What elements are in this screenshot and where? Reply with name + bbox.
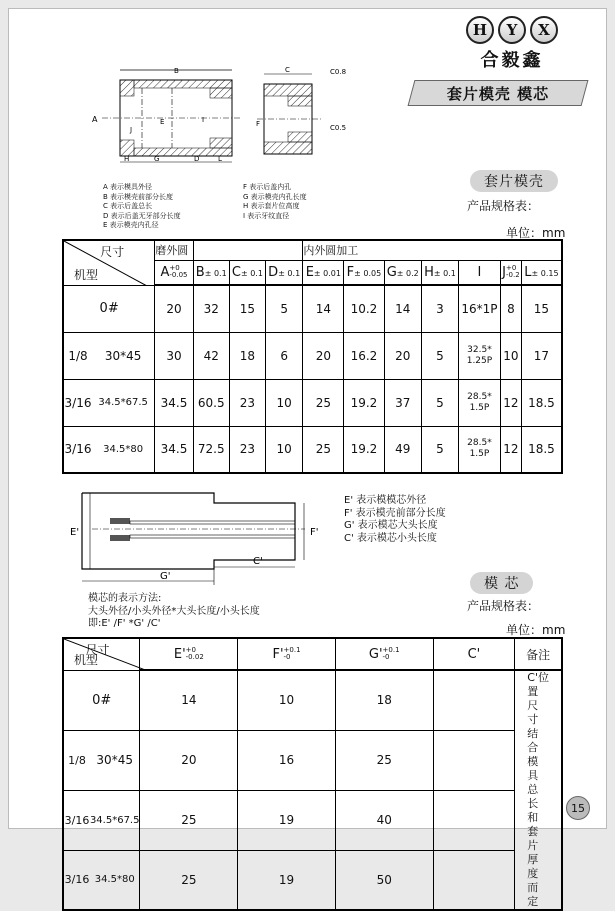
legend-item: E 表示模壳内孔径 bbox=[103, 221, 159, 230]
model-dims-cell: 34.5*67.5 bbox=[90, 790, 140, 850]
logo-letter: X bbox=[530, 16, 558, 44]
column-header: A +0 -0.05 bbox=[155, 260, 193, 285]
column-header: B± 0.1 bbox=[193, 260, 229, 285]
table-row bbox=[63, 285, 562, 332]
shell-spec-table bbox=[62, 239, 563, 474]
model-size-cell: 3/16 bbox=[63, 790, 90, 850]
legend-item: I 表示牙纹直径 bbox=[243, 211, 290, 220]
value-cell: 20 bbox=[303, 332, 344, 379]
corner-top-label: 尺寸 bbox=[85, 643, 110, 657]
column-header: H± 0.1 bbox=[421, 260, 458, 285]
spec-label: 产品规格表： bbox=[467, 599, 540, 613]
dim-g-label: G bbox=[154, 155, 160, 163]
unit-label: 单位：mm bbox=[506, 623, 566, 637]
value-cell bbox=[433, 730, 515, 790]
value-cell: 25 bbox=[140, 790, 238, 850]
value-cell: 10 bbox=[238, 670, 336, 730]
legend-item: B 表示模壳前部分长度 bbox=[103, 192, 174, 201]
value-cell: 16.2 bbox=[344, 332, 384, 379]
model-size-cell: 1/8 bbox=[63, 332, 92, 379]
core-legend bbox=[344, 495, 446, 545]
value-cell: 10 bbox=[266, 379, 303, 426]
core-spec-table bbox=[62, 637, 563, 911]
shell-legend-left bbox=[103, 183, 181, 231]
value-cell: 20 bbox=[384, 332, 421, 379]
value-cell: 12 bbox=[500, 379, 521, 426]
chamfer-05-label: C0.5 bbox=[330, 124, 347, 132]
value-cell bbox=[433, 850, 515, 910]
value-cell: 14 bbox=[140, 670, 238, 730]
model-dims-cell: 34.5*67.5 bbox=[92, 379, 155, 426]
value-cell: 14 bbox=[303, 285, 344, 332]
logo-letter: Y bbox=[498, 16, 526, 44]
dim-l-label: L bbox=[218, 155, 222, 163]
dim-b-label: B bbox=[174, 67, 179, 75]
value-cell: 10 bbox=[500, 332, 521, 379]
value-cell: 16*1P bbox=[458, 285, 500, 332]
value-cell: 25 bbox=[140, 850, 238, 910]
value-cell: 30 bbox=[155, 332, 193, 379]
value-cell: 10 bbox=[266, 426, 303, 473]
value-cell: 18 bbox=[229, 332, 265, 379]
value-cell: 37 bbox=[384, 379, 421, 426]
model-size-cell: 3/16 bbox=[63, 379, 92, 426]
value-cell: 23 bbox=[229, 426, 265, 473]
value-cell: 19 bbox=[238, 790, 336, 850]
method-line: 即:E' /F' *G' /C' bbox=[88, 618, 161, 629]
legend-item: F 表示后盖内孔 bbox=[243, 183, 292, 191]
legend-item: H 表示套片位高度 bbox=[243, 202, 300, 211]
corner-bottom-label: 机型 bbox=[74, 267, 99, 282]
model-cell: 0# bbox=[63, 285, 155, 332]
value-cell: 34.5 bbox=[155, 426, 193, 473]
legend-item: G 表示模壳内孔长度 bbox=[243, 192, 307, 201]
logo-letter: H bbox=[466, 16, 494, 44]
value-cell: 25 bbox=[303, 426, 344, 473]
legend-item: C' 表示模芯小头长度 bbox=[344, 532, 437, 544]
value-cell: 19 bbox=[238, 850, 336, 910]
column-header: C' bbox=[433, 638, 515, 670]
table-row bbox=[63, 379, 562, 426]
value-cell: 3 bbox=[421, 285, 458, 332]
remark-note: C'位置尺寸结合模具总长和套片厚度而定 bbox=[515, 670, 562, 910]
column-header: 备注 bbox=[515, 638, 562, 670]
value-cell: 8 bbox=[500, 285, 521, 332]
banner-text: 套片模壳 模芯 bbox=[446, 84, 550, 103]
value-cell: 5 bbox=[421, 426, 458, 473]
value-cell: 5 bbox=[421, 332, 458, 379]
value-cell: 10.2 bbox=[344, 285, 384, 332]
value-cell: 34.5 bbox=[155, 379, 193, 426]
dim-c-prime-label: C' bbox=[253, 556, 263, 567]
dim-f-prime-label: F' bbox=[310, 527, 319, 538]
table-row bbox=[63, 790, 562, 850]
model-dims-cell: 34.5*80 bbox=[92, 426, 155, 473]
method-line: 大头外径/小头外径*大头长度/小头长度 bbox=[88, 605, 260, 617]
dim-e-prime-label: E' bbox=[70, 527, 80, 538]
dim-f-label: F bbox=[256, 120, 261, 128]
value-cell: 15 bbox=[229, 285, 265, 332]
section-title-core: 模 芯 bbox=[470, 572, 533, 594]
value-cell: 42 bbox=[193, 332, 229, 379]
column-header: G' +0.1 -0 bbox=[335, 638, 433, 670]
model-dims-cell: 30*45 bbox=[90, 730, 140, 790]
unit-label: 单位：mm bbox=[506, 226, 566, 240]
value-cell: 20 bbox=[155, 285, 193, 332]
dim-d-label: D bbox=[194, 155, 200, 163]
dim-a-label: A bbox=[92, 115, 98, 124]
value-cell: 72.5 bbox=[193, 426, 229, 473]
legend-item: E' 表示模模芯外径 bbox=[344, 495, 427, 506]
value-cell: 32 bbox=[193, 285, 229, 332]
value-cell: 25 bbox=[335, 730, 433, 790]
value-cell: 5 bbox=[421, 379, 458, 426]
legend-item: G' 表示模芯大头长度 bbox=[344, 520, 438, 531]
spec-label: 产品规格表： bbox=[467, 199, 540, 213]
value-cell: 19.2 bbox=[344, 379, 384, 426]
column-header: C± 0.1 bbox=[229, 260, 265, 285]
dim-e-label: E bbox=[160, 118, 165, 126]
model-dims-cell: 34.5*80 bbox=[90, 850, 140, 910]
column-header: J +0 -0.2 bbox=[500, 260, 521, 285]
value-cell: 28.5* 1.5P bbox=[458, 426, 500, 473]
value-cell: 25 bbox=[303, 379, 344, 426]
table-corner bbox=[63, 240, 155, 285]
table-row bbox=[63, 332, 562, 379]
section-title-shell: 套片模壳 bbox=[470, 170, 558, 192]
value-cell: 28.5* 1.5P bbox=[458, 379, 500, 426]
column-header: G± 0.2 bbox=[384, 260, 421, 285]
value-cell: 60.5 bbox=[193, 379, 229, 426]
section-banner bbox=[408, 80, 589, 106]
method-line: 模芯的表示方法: bbox=[88, 593, 162, 604]
page-number: 15 bbox=[566, 796, 590, 820]
value-cell: 5 bbox=[266, 285, 303, 332]
value-cell: 40 bbox=[335, 790, 433, 850]
legend-item: C 表示后盖总长 bbox=[103, 202, 153, 211]
value-cell: 50 bbox=[335, 850, 433, 910]
column-header: E' +0 -0.02 bbox=[140, 638, 238, 670]
shell-cross-section-diagram bbox=[82, 60, 382, 175]
dim-j-label: J bbox=[130, 126, 133, 134]
legend-item: F' 表示模壳前部分长度 bbox=[344, 507, 446, 519]
corner-top-label: 尺寸 bbox=[100, 245, 125, 259]
legend-item: A 表示模具外径 bbox=[103, 183, 153, 191]
model-cell: 0# bbox=[63, 670, 140, 730]
value-cell: 18.5 bbox=[521, 426, 562, 473]
value-cell: 49 bbox=[384, 426, 421, 473]
value-cell: 14 bbox=[384, 285, 421, 332]
dim-i-label: I bbox=[202, 116, 205, 124]
column-header: F± 0.05 bbox=[344, 260, 384, 285]
model-size-cell: 1/8 bbox=[63, 730, 90, 790]
table-row bbox=[63, 730, 562, 790]
value-cell: 16 bbox=[238, 730, 336, 790]
table-corner bbox=[63, 638, 140, 670]
table-row bbox=[63, 850, 562, 910]
core-notation-method bbox=[88, 593, 260, 631]
model-size-cell: 3/16 bbox=[63, 426, 92, 473]
chamfer-08-label: C0.8 bbox=[330, 68, 347, 76]
column-header: L± 0.15 bbox=[521, 260, 562, 285]
column-header: D± 0.1 bbox=[266, 260, 303, 285]
dim-g-prime-label: G' bbox=[160, 571, 171, 582]
core-diagram bbox=[70, 485, 330, 593]
group-header-machining: 内外圆加工 bbox=[303, 240, 562, 260]
value-cell: 19.2 bbox=[344, 426, 384, 473]
table-row bbox=[63, 670, 562, 730]
company-name: 合毅鑫 bbox=[480, 50, 544, 71]
value-cell: 12 bbox=[500, 426, 521, 473]
table-row bbox=[63, 426, 562, 473]
dim-c-label: C bbox=[285, 66, 290, 74]
column-header: E± 0.01 bbox=[303, 260, 344, 285]
value-cell: 18 bbox=[335, 670, 433, 730]
value-cell bbox=[433, 790, 515, 850]
value-cell: 18.5 bbox=[521, 379, 562, 426]
legend-item: D 表示后盖无牙部分长度 bbox=[103, 211, 181, 220]
model-dims-cell: 30*45 bbox=[92, 332, 155, 379]
value-cell: 20 bbox=[140, 730, 238, 790]
value-cell: 23 bbox=[229, 379, 265, 426]
value-cell: 15 bbox=[521, 285, 562, 332]
value-cell: 32.5* 1.25P bbox=[458, 332, 500, 379]
company-logo bbox=[447, 16, 577, 72]
value-cell: 17 bbox=[521, 332, 562, 379]
dim-h-label: H bbox=[124, 155, 130, 163]
value-cell bbox=[433, 670, 515, 730]
group-header-grinding: 磨外圆 bbox=[155, 240, 193, 260]
shell-legend-right bbox=[243, 183, 307, 221]
corner-bottom-label: 机型 bbox=[74, 652, 99, 667]
column-header: I bbox=[458, 260, 500, 285]
model-size-cell: 3/16 bbox=[63, 850, 90, 910]
value-cell: 6 bbox=[266, 332, 303, 379]
column-header: F' +0.1 -0 bbox=[238, 638, 336, 670]
